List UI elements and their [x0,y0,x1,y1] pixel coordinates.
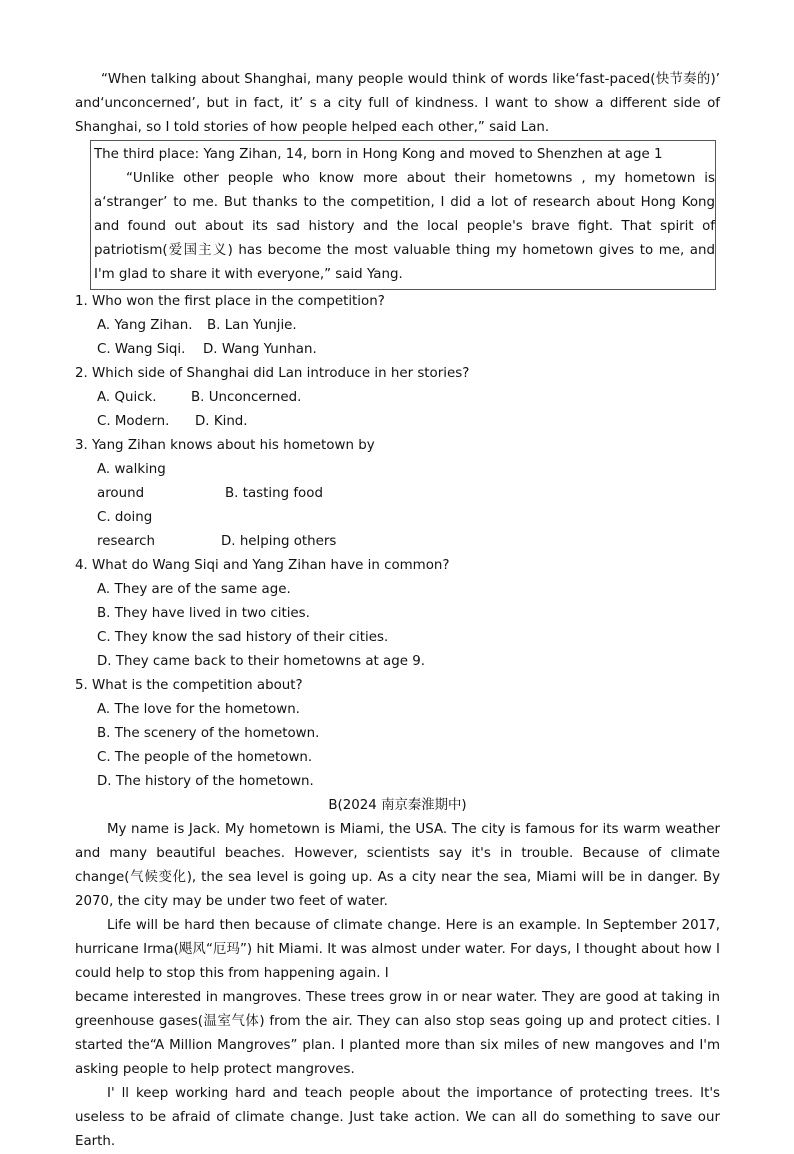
section-b-heading: B(2024 南京秦淮期中) [328,798,467,813]
document-page [75,68,720,1154]
lan-quote-paragraph: “When talking about Shanghai, many people would think of words like‘fast-paced(快节奏的)’ and‘unconcerned’, but in fact, it’ s a city full of kindness. I want to show a different side of Shanghai, so I told stories of how people helped each other,” said Lan. [75,72,720,135]
option-b[interactable]: B. Lan Yunjie. [207,318,297,333]
option-d[interactable]: D. They came back to their hometowns at age 9. [97,654,426,669]
option-a[interactable]: A. The love for the hometown. [97,702,300,717]
option-d[interactable]: D. helping others [221,534,337,549]
option-a[interactable]: A. walking around [97,462,166,501]
option-b[interactable]: B. The scenery of the hometown. [97,726,320,741]
option-b[interactable]: B. Unconcerned. [191,390,302,405]
option-b[interactable]: B. tasting food [225,486,323,501]
option-b[interactable]: B. They have lived in two cities. [97,606,310,621]
question-stem: 2. Which side of Shanghai did Lan introduce in her stories? [75,366,470,381]
option-c[interactable]: C. doing research [97,510,155,549]
option-row [75,458,720,506]
passage-b-paragraph-2: Life will be hard then because of climate change. Here is an example. In September 2017, hurricane Irma(飓风“厄玛”) hit Miami. It was almost under water. For days, I thought about how I could help to stop this from happening again. I [75,918,720,981]
question-2 [75,362,720,434]
option-c[interactable]: C. Modern. [97,414,170,429]
option-c[interactable]: C. They know the sad history of their cities. [97,630,389,645]
option-a[interactable]: A. They are of the same age. [97,582,291,597]
option-row [75,386,720,410]
option-d[interactable]: D. Wang Yunhan. [203,342,317,357]
question-stem: 5. What is the competition about? [75,678,303,693]
option-row [75,314,720,338]
option-d[interactable]: D. Kind. [195,414,248,429]
third-place-heading: The third place: Yang Zihan, 14, born in Hong Kong and moved to Shenzhen at age 1 [94,147,663,162]
option-a[interactable]: A. Quick. [97,390,157,405]
option-a[interactable]: A. Yang Zihan. [97,318,193,333]
option-row [75,506,720,554]
question-stem: 3. Yang Zihan knows about his hometown by [75,438,375,453]
option-row [75,410,720,434]
option-row [75,338,720,362]
question-1 [75,290,720,362]
passage-b-paragraph-1: My name is Jack. My hometown is Miami, the USA. The city is famous for its warm weather and many beautiful beaches. However, scientists say it's in trouble. Because of climate change(气候变化), the sea level is going up. As a city near the sea, Miami will be in danger. By 2070, the city may be under two feet of water. [75,822,720,909]
question-stem: 1. Who won the first place in the competition? [75,294,385,309]
question-stem: 4. What do Wang Siqi and Yang Zihan have in common? [75,558,450,573]
passage-b-paragraph-4: I' ll keep working hard and teach people about the importance of protecting trees. It's useless to be afraid of climate change. Just take action. We can all do something to save our Earth. [75,1086,720,1149]
option-c[interactable]: C. The people of the hometown. [97,750,313,765]
third-place-quote: “Unlike other people who know more about their hometowns , my hometown is a‘stranger’ to me. But thanks to the competition, I did a lot of research about Hong Kong and found out about its sad history and the local people's brave fight. That spirit of patriotism(爱国主义) has become the most valuable thing my hometown gives to me, and I'm glad to share it with everyone,” said Yang. [94,171,715,282]
option-c[interactable]: C. Wang Siqi. [97,342,186,357]
question-5 [75,674,720,794]
third-place-box [90,140,716,290]
passage-b-paragraph-3: became interested in mangroves. These trees grow in or near water. They are good at taking in greenhouse gases(温室气体) from the air. They can also stop seas going up and protect cities. I started the“A Million Mangroves” plan. I planted more than six miles of new mangoves and I'm asking people to help protect mangroves. [75,990,720,1077]
question-3 [75,434,720,554]
question-4 [75,554,720,674]
option-d[interactable]: D. The history of the hometown. [97,774,314,789]
